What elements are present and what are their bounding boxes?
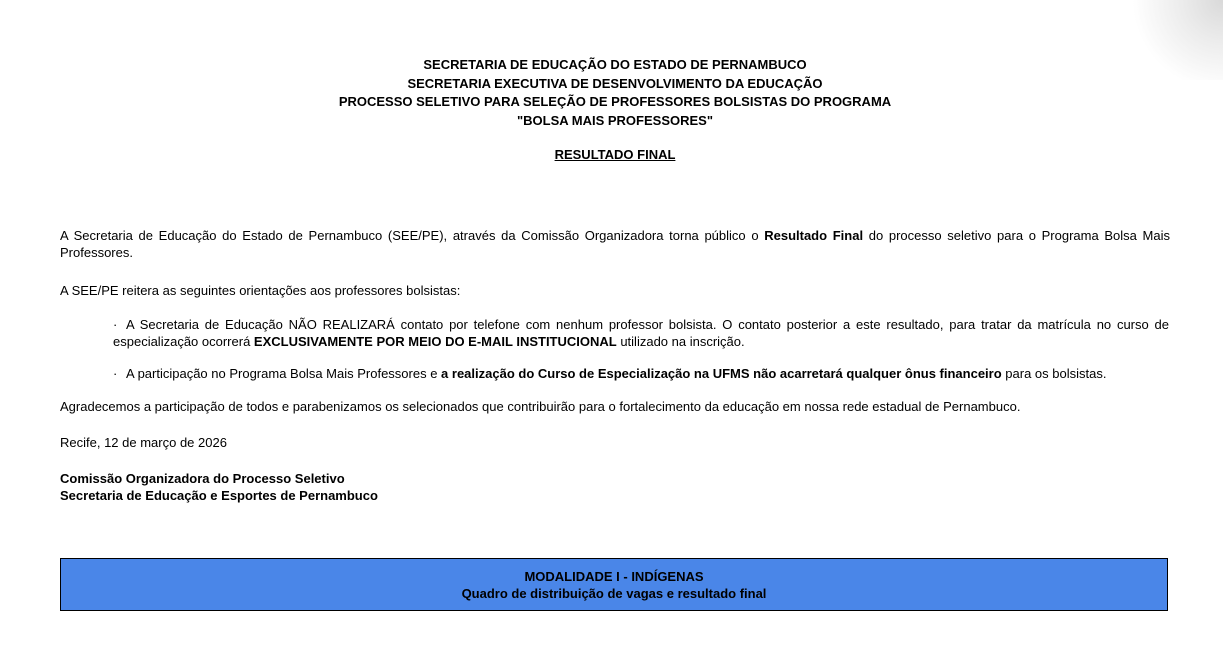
bullet-dot: · <box>113 317 118 332</box>
date-line: Recife, 12 de março de 2026 <box>60 435 227 450</box>
bullet-item-1 <box>113 316 1169 350</box>
bullet1-bold: EXCLUSIVAMENTE POR MEIO DO E-MAIL INSTITUCIONAL <box>253 334 617 349</box>
document-header <box>0 56 1223 130</box>
bullet-dot: · <box>113 366 118 381</box>
intro-paragraph <box>60 227 1170 261</box>
bullet-item-2 <box>113 365 1169 382</box>
bullet2-text-1: A participação no Programa Bolsa Mais Professores e <box>126 366 442 381</box>
intro-text-1: A Secretaria de Educação do Estado de Pernambuco (SEE/PE), através da Comissão Organizadora torna público o <box>60 228 765 243</box>
bullet1-text-2: utilizado na inscrição. <box>616 334 745 349</box>
intro-text-2: do processo seletivo para o Programa Bolsa Mais Professores. <box>60 228 1170 260</box>
header-line-4: "BOLSA MAIS PROFESSORES" <box>516 112 714 128</box>
bullet1-text-1: A Secretaria de Educação NÃO REALIZARÁ contato por telefone com nenhum professor bolsista. O contato posterior a este resultado, para tratar da matrícula no curso de especialização ocorrerá <box>113 317 1169 349</box>
header-line-2: SECRETARIA EXECUTIVA DE DESENVOLVIMENTO DA EDUCAÇÃO <box>407 75 823 91</box>
orientations-intro: A SEE/PE reitera as seguintes orientações aos professores bolsistas: <box>60 283 461 298</box>
intro-bold: Resultado Final <box>764 228 864 243</box>
banner-title: MODALIDADE I - INDÍGENAS <box>524 569 704 584</box>
signature-line-1: Comissão Organizadora do Processo Seletivo <box>60 471 345 486</box>
result-title: RESULTADO FINAL <box>554 147 676 162</box>
signature-block <box>60 470 378 504</box>
bullet2-bold: a realização do Curso de Especialização na UFMS não acarretará qualquer ônus financeiro <box>441 366 1002 381</box>
thanks-paragraph: Agradecemos a participação de todos e parabenizamos os selecionados que contribuirão para o fortalecimento da educação em nossa rede estadual de Pernambuco. <box>60 399 1021 414</box>
header-line-1: SECRETARIA DE EDUCAÇÃO DO ESTADO DE PERNAMBUCO <box>423 57 807 72</box>
header-line-3: PROCESSO SELETIVO PARA SELEÇÃO DE PROFESSORES BOLSISTAS DO PROGRAMA <box>338 94 892 109</box>
bullet2-text-2: para os bolsistas. <box>1001 366 1107 381</box>
banner-subtitle: Quadro de distribuição de vagas e resultado final <box>461 586 767 601</box>
signature-line-2: Secretaria de Educação e Esportes de Pernambuco <box>60 488 378 503</box>
modality-banner <box>60 558 1168 611</box>
